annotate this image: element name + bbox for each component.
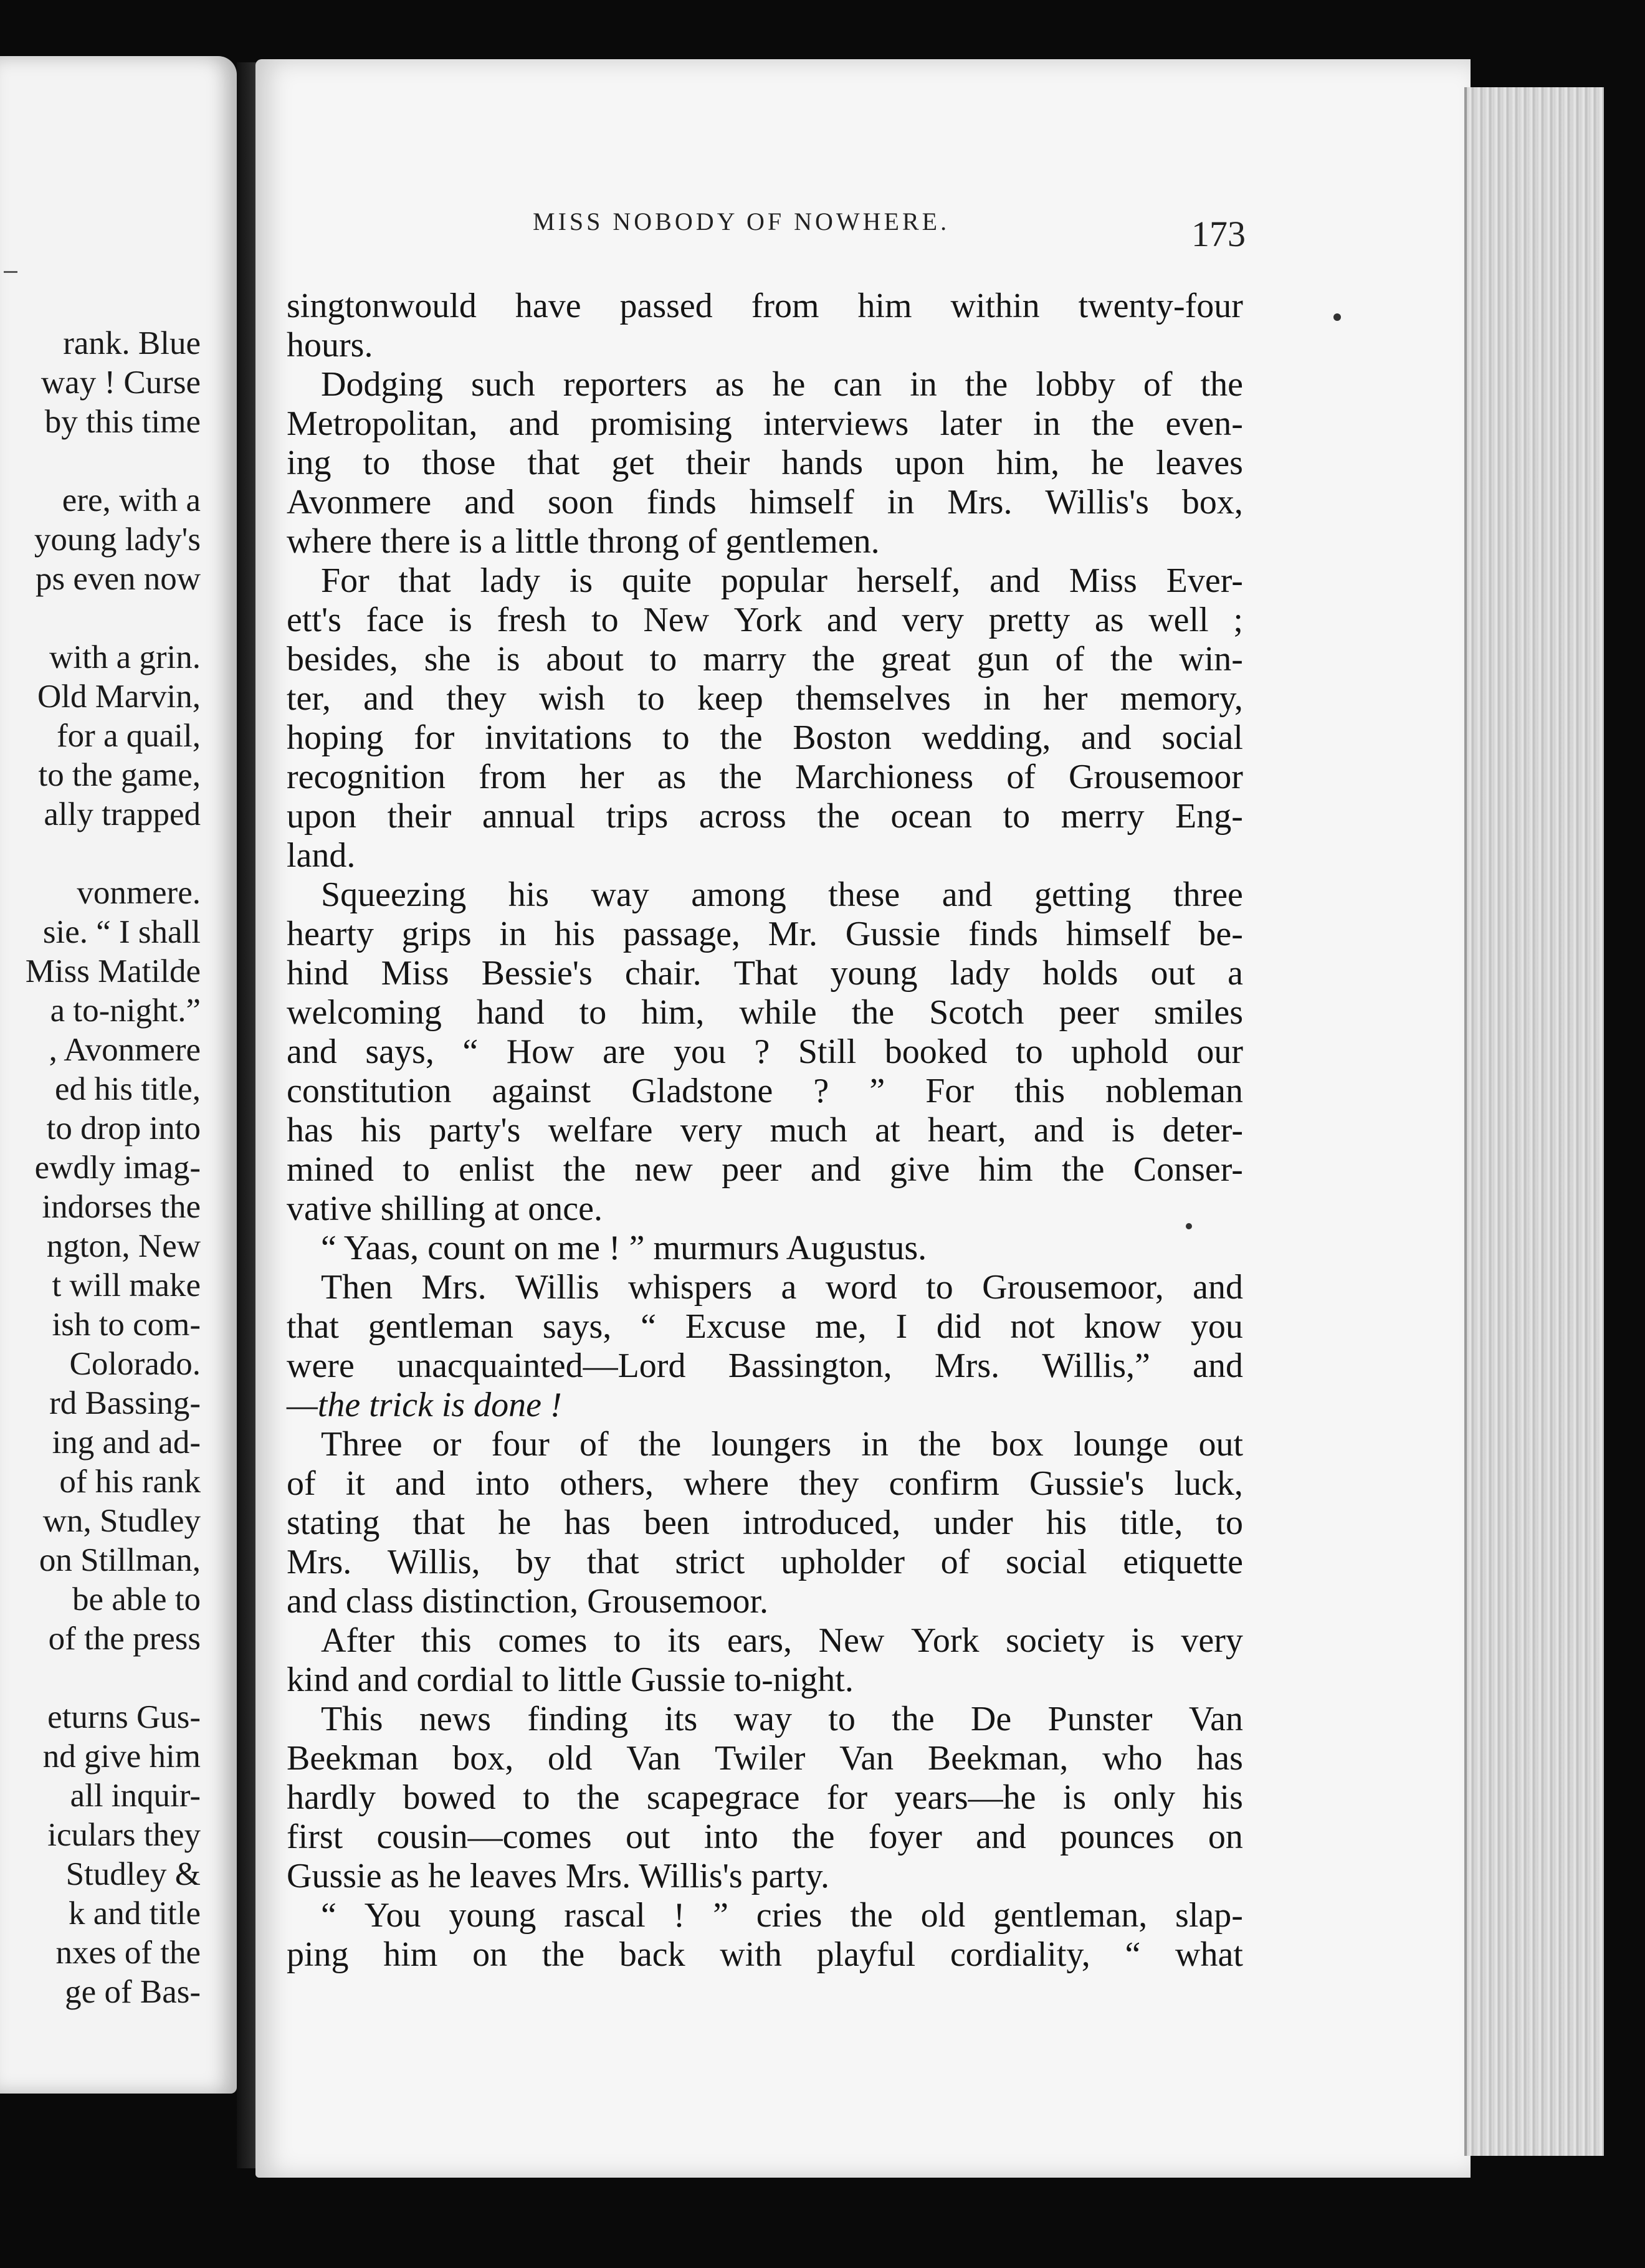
text-line: —the trick is done ! bbox=[287, 1386, 562, 1424]
text-line: recognition from her as the Marchioness of Grousemoor bbox=[287, 758, 1243, 796]
text-line: ett's face is fresh to New York and very pretty as well ; bbox=[287, 601, 1243, 639]
previous-page-line: ngton, New bbox=[46, 1228, 201, 1264]
page-number: 173 bbox=[1191, 214, 1246, 254]
text-line: mined to enlist the new peer and give him the Conser- bbox=[287, 1150, 1243, 1189]
previous-page-line: young lady's bbox=[34, 522, 201, 558]
text-line: were unacquainted—Lord Bassington, Mrs. Willis,” and bbox=[287, 1346, 1243, 1385]
previous-page-line: wn, Studley bbox=[42, 1503, 201, 1539]
ink-speck bbox=[1333, 313, 1341, 321]
previous-page-line: ed his title, bbox=[54, 1071, 201, 1107]
previous-page-line: to the game, bbox=[38, 757, 201, 793]
previous-page-line: Studley & bbox=[65, 1856, 201, 1892]
text-line: and class distinction, Grousemoor. bbox=[287, 1582, 769, 1621]
text-line: After this comes to its ears, New York society is very bbox=[321, 1621, 1243, 1660]
text-line: hardly bowed to the scapegrace for years—he is only his bbox=[287, 1778, 1243, 1817]
previous-page-line: Old Marvin, bbox=[37, 679, 201, 715]
previous-page-line: indorses the bbox=[42, 1189, 201, 1225]
previous-page-line: k and title bbox=[69, 1895, 201, 1932]
previous-page-line: t will make bbox=[52, 1267, 201, 1303]
previous-page-line: eturns Gus- bbox=[47, 1699, 201, 1735]
previous-page-line: ish to com- bbox=[52, 1307, 201, 1343]
text-line: hours. bbox=[287, 326, 373, 364]
previous-page-line: all inquir- bbox=[70, 1778, 201, 1814]
text-line: welcoming hand to him, while the Scotch peer smiles bbox=[287, 993, 1243, 1032]
previous-page-line: ewdly imag- bbox=[34, 1150, 201, 1186]
previous-page-line: with a grin. bbox=[49, 639, 201, 675]
previous-page-line: , Avonmere bbox=[49, 1032, 201, 1068]
previous-page-line: by this time bbox=[44, 404, 201, 440]
text-line: vative shilling at once. bbox=[287, 1189, 603, 1228]
previous-page-line bbox=[0, 834, 201, 874]
previous-page-line bbox=[0, 1659, 201, 1698]
text-line: This news finding its way to the De Punster Van bbox=[321, 1700, 1243, 1738]
previous-page-line: rank. Blue bbox=[63, 325, 201, 361]
text-line: singtonwould have passed from him within twenty-four bbox=[287, 287, 1243, 325]
page-dash-mark bbox=[4, 271, 17, 273]
text-line: ter, and they wish to keep themselves in her memory, bbox=[287, 679, 1243, 718]
previous-page-text bbox=[0, 324, 201, 2012]
previous-page-line: on Stillman, bbox=[39, 1542, 201, 1578]
text-line: hind Miss Bessie's chair. That young lady holds out a bbox=[287, 954, 1243, 993]
text-line: Beekman box, old Van Twiler Van Beekman, who has bbox=[287, 1739, 1243, 1778]
previous-page-line: ps even now bbox=[36, 561, 201, 597]
text-line: ping him on the back with playful cordiality, “ what bbox=[287, 1935, 1243, 1974]
text-line: has his party's welfare very much at heart, and is deter- bbox=[287, 1111, 1243, 1150]
previous-page-line: ally trapped bbox=[44, 796, 201, 832]
text-line: stating that he has been introduced, under his title, to bbox=[287, 1503, 1243, 1542]
text-line: Gussie as he leaves Mrs. Willis's party. bbox=[287, 1857, 830, 1895]
text-line: that gentleman says, “ Excuse me, I did not know you bbox=[287, 1307, 1243, 1346]
previous-page-line: sie. “ I shall bbox=[42, 914, 201, 950]
text-line: and says, “ How are you ? Still booked to uphold our bbox=[287, 1032, 1243, 1071]
text-line: constitution against Gladstone ? ” For this nobleman bbox=[287, 1072, 1243, 1110]
text-line: besides, she is about to marry the great gun of the win- bbox=[287, 640, 1243, 679]
text-line: first cousin—comes out into the foyer and pounces on bbox=[287, 1818, 1243, 1856]
body-text bbox=[287, 287, 1243, 1975]
previous-page-line bbox=[0, 599, 201, 638]
previous-page-line: of the press bbox=[48, 1621, 201, 1657]
previous-page-line: ge of Bas- bbox=[65, 1974, 201, 2010]
previous-page-line: nd give him bbox=[42, 1738, 201, 1775]
running-head: MISS NOBODY OF NOWHERE. bbox=[533, 207, 950, 236]
text-line: Squeezing his way among these and getting three bbox=[321, 875, 1243, 914]
previous-page-line: to drop into bbox=[46, 1110, 201, 1146]
text-line: Avonmere and soon finds himself in Mrs. Willis's box, bbox=[287, 483, 1243, 522]
text-line: ing to those that get their hands upon him, he leaves bbox=[287, 444, 1243, 482]
text-line: where there is a little throng of gentlemen. bbox=[287, 522, 880, 561]
previous-page-line: ere, with a bbox=[62, 482, 201, 518]
text-line: land. bbox=[287, 836, 356, 875]
previous-page-line: vonmere. bbox=[77, 875, 201, 911]
previous-page-line: rd Bassing- bbox=[49, 1385, 201, 1421]
text-line: hoping for invitations to the Boston wedding, and social bbox=[287, 718, 1243, 757]
text-line: Three or four of the loungers in the box lounge out bbox=[321, 1425, 1243, 1464]
previous-page-line: nxes of the bbox=[55, 1935, 201, 1971]
previous-page-line: Colorado. bbox=[69, 1346, 201, 1382]
text-line: Metropolitan, and promising interviews later in the even- bbox=[287, 404, 1243, 443]
text-line: kind and cordial to little Gussie to-night. bbox=[287, 1660, 854, 1699]
previous-page-line: way ! Curse bbox=[41, 364, 201, 401]
previous-page-line: a to-night.” bbox=[50, 993, 201, 1029]
page-edges bbox=[1464, 87, 1604, 2156]
ink-speck bbox=[1186, 1223, 1192, 1229]
text-line: Dodging such reporters as he can in the lobby of the bbox=[321, 365, 1243, 404]
previous-page-line: Miss Matilde bbox=[25, 953, 201, 989]
previous-page-line: be able to bbox=[72, 1581, 201, 1618]
text-line: Then Mrs. Willis whispers a word to Grousemoor, and bbox=[321, 1268, 1243, 1307]
text-line: hearty grips in his passage, Mr. Gussie finds himself be- bbox=[287, 915, 1243, 953]
text-line: of it and into others, where they confirm Gussie's luck, bbox=[287, 1464, 1243, 1503]
previous-page-line: ing and ad- bbox=[52, 1424, 201, 1460]
text-line: upon their annual trips across the ocean to merry Eng- bbox=[287, 797, 1243, 836]
text-line: For that lady is quite popular herself, and Miss Ever- bbox=[321, 561, 1243, 600]
previous-page-line: of his rank bbox=[59, 1464, 201, 1500]
text-line: “ Yaas, count on me ! ” murmurs Augustus. bbox=[321, 1229, 927, 1267]
text-line: Mrs. Willis, by that strict upholder of social etiquette bbox=[287, 1543, 1243, 1581]
text-line: “ You young rascal ! ” cries the old gentleman, slap- bbox=[321, 1896, 1243, 1935]
previous-page-line bbox=[0, 442, 201, 481]
previous-page bbox=[0, 56, 237, 2094]
previous-page-line: for a quail, bbox=[56, 718, 201, 754]
previous-page-line: iculars they bbox=[47, 1817, 201, 1853]
